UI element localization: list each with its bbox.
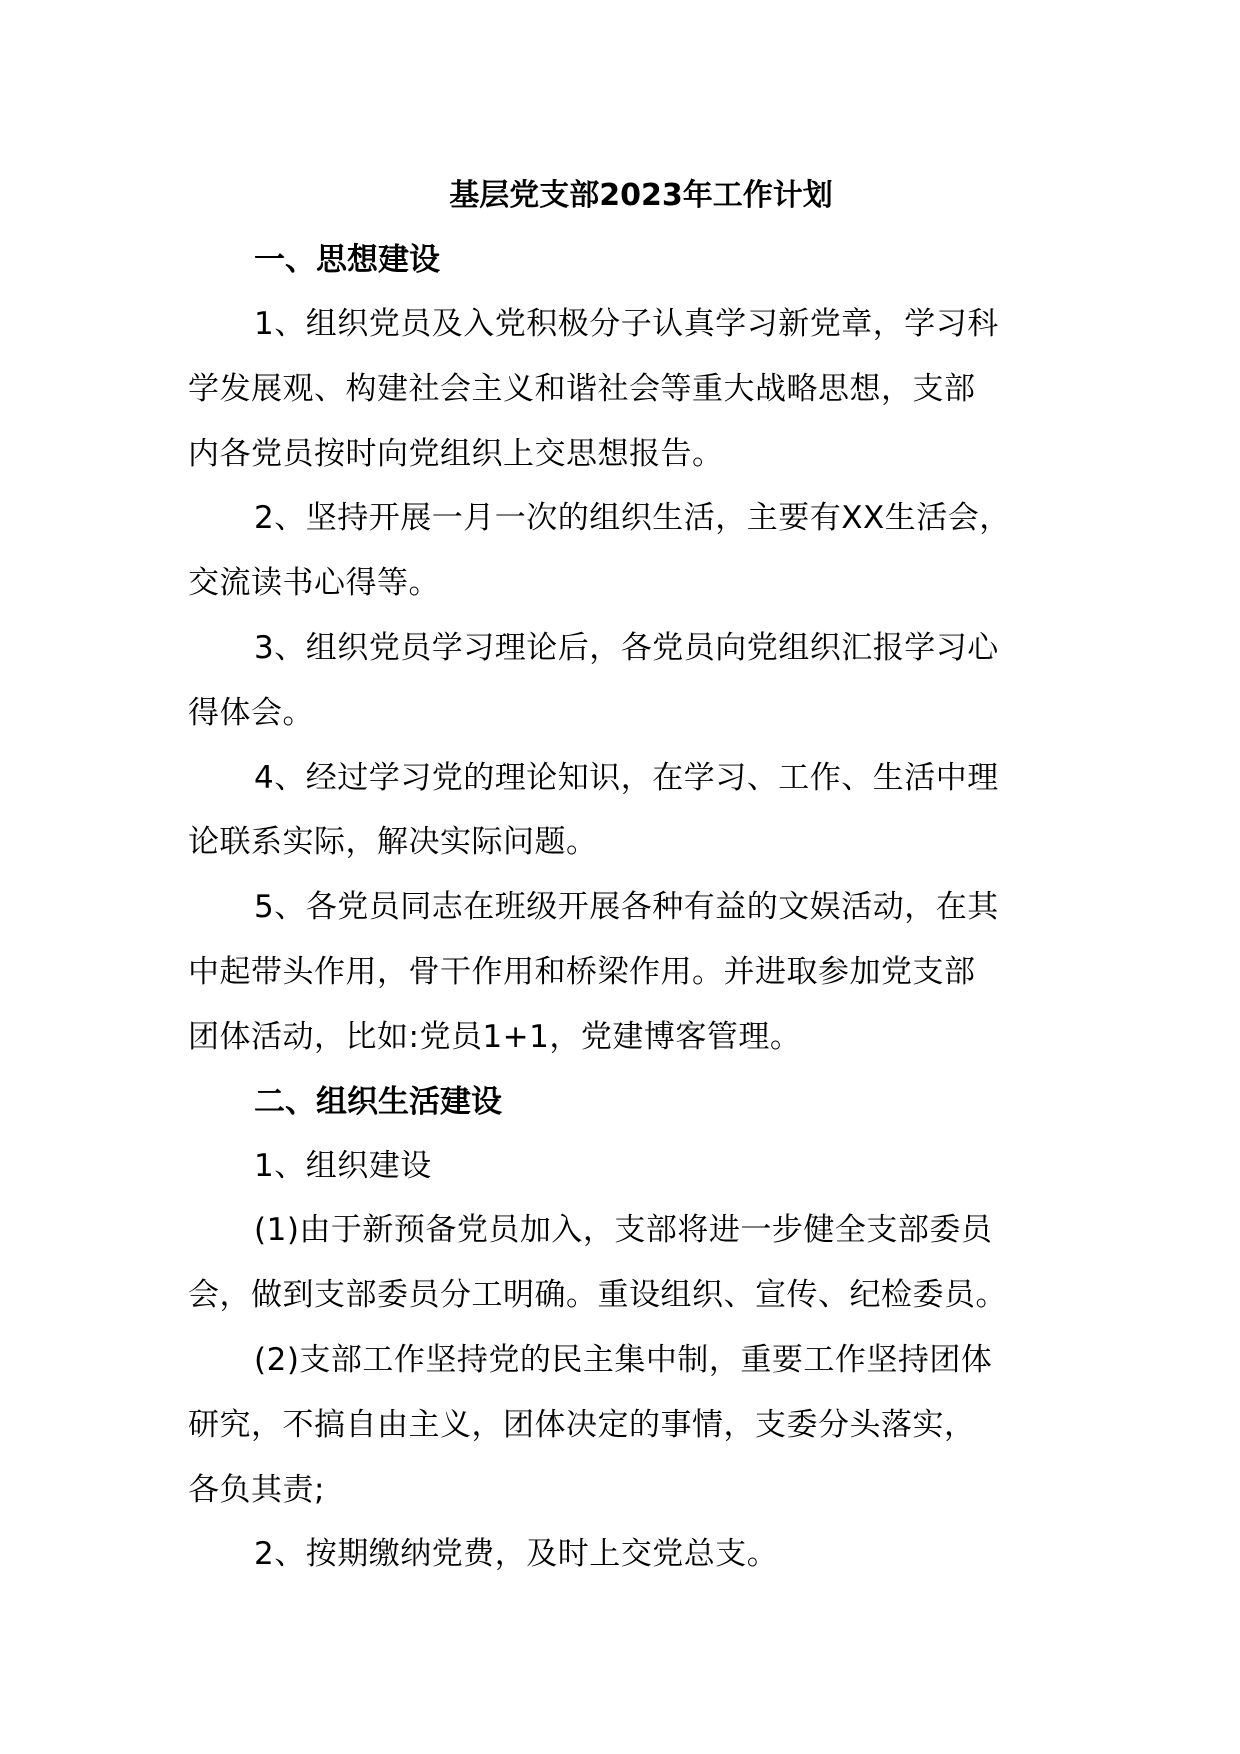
paragraph-line: 1、组织党员及入党积极分子认真学习新党章，学习科 [254,306,999,342]
paragraph-line: 会，做到支部委员分工明确。重设组织、宣传、纪检委员。 [188,1277,1007,1314]
document-title: 基层党支部2023年工作计划 [449,178,833,213]
section-heading-ideology: 一、思想建设 [254,242,440,278]
paragraph [188,1134,1088,1199]
section-organization-body [188,1134,1088,1588]
paragraph [188,875,1088,1069]
document-page [188,164,1088,1587]
paragraph-line: 4、经过学习党的理论知识，在学习、工作、生活中理 [254,759,999,796]
paragraph-line: 学发展观、构建社会主义和谐社会等重大战略思想，支部 [188,370,976,407]
paragraph-line: 中起带头作用，骨干作用和桥梁作用。并进取参加党支部 [188,953,976,990]
paragraph-line: 论联系实际，解决实际问题。 [188,824,598,861]
paragraph [188,1198,1088,1328]
paragraph [188,486,1088,616]
paragraph [188,292,1088,486]
paragraph-line: 1、组织建设 [254,1147,432,1184]
paragraph [188,1522,1088,1587]
paragraph-line: 团体活动，比如:党员1+1，党建博客管理。 [188,1018,802,1055]
paragraph-line: (1)由于新预备党员加入，支部将进一步健全支部委员 [254,1212,993,1249]
paragraph-line: 2、按期缴纳党费，及时上交党总支。 [254,1536,779,1573]
paragraph [188,1328,1088,1522]
paragraph-line: 内各党员按时向党组织上交思想报告。 [188,435,724,472]
paragraph-line: 3、组织党员学习理论后，各党员向党组织汇报学习心 [254,629,999,666]
paragraph-line: 各负其责; [188,1471,325,1508]
paragraph [188,616,1088,746]
section-heading-organization: 二、组织生活建设 [254,1083,502,1120]
paragraph-line: (2)支部工作坚持党的民主集中制，重要工作坚持团体 [254,1341,993,1378]
paragraph [188,746,1088,876]
paragraph-line: 5、各党员同志在班级开展各种有益的文娱活动，在其 [254,889,999,926]
section-ideology-body [188,292,1088,1070]
paragraph-line: 2、坚持开展一月一次的组织生活，主要有XX生活会， [254,500,1011,537]
paragraph-line: 得体会。 [188,694,314,731]
paragraph-line: 研究，不搞自由主义，团体决定的事情，支委分头落实， [188,1406,976,1443]
paragraph-line: 交流读书心得等。 [188,565,440,602]
